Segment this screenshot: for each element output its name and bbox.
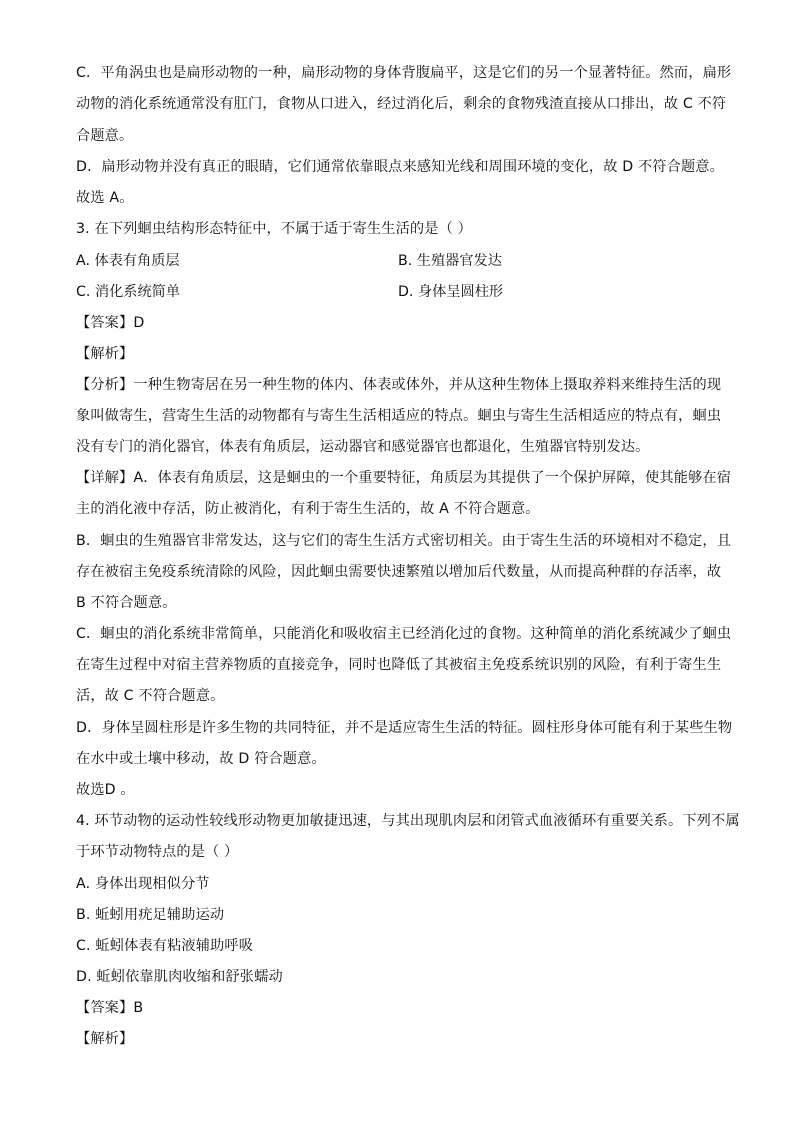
text-line: 故选D 。 (76, 782, 135, 798)
q4-analysis-label: 【解析】 (76, 1031, 134, 1047)
text-line: 没有专门的消化器官，体表有角质层，运动器官和感觉器官也都退化，生殖器官特别发达。 (76, 439, 650, 455)
q4-option-c: C. 蚯蚓体表有粘液辅助呼吸 (76, 938, 254, 954)
q3-answer: 【答案】D (76, 315, 145, 331)
q3-option-d: D. 身体呈圆柱形 (398, 284, 504, 300)
text-line: B．蛔虫的生殖器官非常发达，这与它们的寄生生活方式密切相关。由于寄生生活的环境相对不稳定，且 (76, 533, 732, 549)
text-line: 主的消化液中存活，防止被消化，有利于寄生生活的，故 A 不符合题意。 (76, 501, 540, 517)
question-3-stem: 3. 在下列蛔虫结构形态特征中，不属于适于寄生生活的是（ ） (76, 221, 472, 237)
text-line: D．身体呈圆柱形是许多生物的共同特征，并不是适应寄生生活的特征。圆柱形身体可能有利于某些生物 (76, 720, 733, 736)
text-line: 动物的消化系统通常没有肛门，食物从口进入，经过消化后，剩余的食物残渣直接从口排出，故 C 不符 (76, 96, 727, 112)
text-line: D．扁形动物并没有真正的眼睛，它们通常依靠眼点来感知光线和周围环境的变化，故 D 不符合题意。 (76, 159, 724, 175)
q4-option-b: B. 蚯蚓用疣足辅助运动 (76, 907, 225, 923)
text-line: C．蛔虫的消化系统非常简单，只能消化和吸收宿主已经消化过的食物。这种简单的消化系统减少了蛔虫 (76, 626, 732, 642)
q3-option-b: B. 生殖器官发达 (398, 253, 502, 269)
text-line: 在水中或土壤中移动，故 D 符合题意。 (76, 751, 326, 767)
text-line: 存在被宿主免疫系统清除的风险，因此蛔虫需要快速繁殖以增加后代数量，从而提高种群的存活率，故 (76, 564, 722, 580)
text-line: 【分析】一种生物寄居在另一种生物的体内、体表或体外，并从这种生物体上摄取养料来维持生活的现 (76, 377, 722, 393)
q3-option-a: A. 体表有角质层 (76, 253, 180, 269)
text-line: 【详解】A．体表有角质层，这是蛔虫的一个重要特征，角质层为其提供了一个保护屏障，使其能够在宿 (76, 470, 732, 486)
q4-option-a: A. 身体出现相似分节 (76, 876, 210, 892)
question-4-stem: 4. 环节动物的运动性较线形动物更加敏捷迅速，与其出现肌肉层和闭管式血液循环有重要关系。下列不属 (76, 813, 740, 829)
question-4-stem-cont: 于环节动物特点的是（ ） (76, 844, 239, 860)
text-line: C．平角涡虫也是扁形动物的一种，扁形动物的身体背腹扁平，这是它们的另一个显著特征。然而，扁形 (76, 65, 732, 81)
q4-option-d: D. 蚯蚓依靠肌肉收缩和舒张蠕动 (76, 969, 283, 985)
text-line: B 不符合题意。 (76, 595, 177, 611)
q3-option-c: C. 消化系统简单 (76, 284, 181, 300)
text-line: 在寄生过程中对宿主营养物质的直接竞争，同时也降低了其被宿主免疫系统识别的风险，有利于寄生生 (76, 657, 722, 673)
text-line: 合题意。 (76, 128, 134, 144)
text-line: 象叫做寄生，营寄生生活的动物都有与寄生生活相适应的特点。蛔虫与寄生生活相适应的特点有，蛔虫 (76, 408, 722, 424)
text-line: 活，故 C 不符合题意。 (76, 688, 225, 704)
q3-analysis-label: 【解析】 (76, 346, 134, 362)
text-line: 故选 A。 (76, 190, 134, 206)
q4-answer: 【答案】B (76, 1000, 144, 1016)
